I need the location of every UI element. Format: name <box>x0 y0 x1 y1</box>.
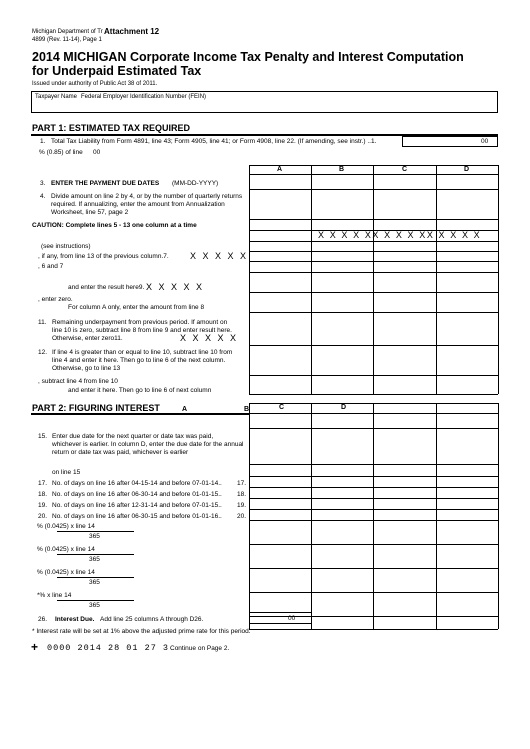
grid2-vline-1 <box>249 403 250 629</box>
line23-fraction-top: % (0.0425) x line 14 <box>37 569 95 576</box>
line26-value: 00 <box>288 615 296 622</box>
line13-label-b: and enter it here. Then go to line 6 of next column <box>68 387 212 394</box>
form-title-line2: for Underpaid Estimated Tax <box>32 64 202 78</box>
grid1-row-line <box>249 345 498 346</box>
grid1-row-line <box>249 219 498 220</box>
fein-field[interactable] <box>250 100 490 112</box>
grid2-vline-2 <box>311 403 312 629</box>
line2-label: % (0.85) of line <box>39 149 83 156</box>
line12-label: If line 4 is greater than or equal to line 10, subtract line 10 from line 4 and enter it here. Then go to line 6 of the next column. Otherwise, go to line 13 <box>52 349 233 372</box>
line19-label: No. of days on line 16 after 12-31-14 and before 07-01-15.. <box>52 502 222 509</box>
line20-number: 20. <box>38 513 48 520</box>
taxpayer-name-label: Taxpayer Name <box>35 94 78 100</box>
part2-rule <box>31 413 249 415</box>
grid1-vline-2 <box>311 165 312 394</box>
line24-fraction-top: *% x line 14 <box>37 592 72 599</box>
line1-label: Total Tax Liability from Form 4891, line 43; Form 4905, line 41; or Form 4908, line 22. (If amending, see instr.) ..1. <box>51 138 377 145</box>
col-c-header: C <box>402 166 408 173</box>
line20-label: No. of days on line 16 after 06-30-15 and before 01-01-16.. <box>52 513 222 520</box>
line23-fraction-bottom: 365 <box>89 579 100 586</box>
line19-ref: 19. <box>237 502 247 509</box>
line24-fraction-bar <box>57 600 134 601</box>
line19-number: 19. <box>38 502 48 509</box>
line24-fraction-bottom: 365 <box>89 602 100 609</box>
line18-label: No. of days on line 16 after 06-30-14 and before 01-01-15.. <box>52 491 222 498</box>
grid2-row-line <box>249 520 498 521</box>
line4-number: 4. <box>40 193 46 200</box>
line22-fraction-bar <box>57 554 134 555</box>
footnote: * Interest rate will be set at 1% above the adjusted prime rate for this period. <box>32 628 251 635</box>
grid1-row-line <box>249 292 498 293</box>
part2-heading: PART 2: FIGURING INTEREST <box>32 403 160 413</box>
grid2-row-line <box>249 498 498 499</box>
grid1-row-line <box>249 375 498 376</box>
grid1-vline-3 <box>373 165 374 394</box>
line12-number: 12. <box>38 349 48 356</box>
grid2-row-line <box>249 568 498 569</box>
line15-number: 15. <box>38 433 48 440</box>
taxpayer-name-field[interactable] <box>32 100 242 112</box>
fein-label: Federal Employer Identification Number (FEIN) <box>81 94 207 100</box>
col-d-header: D <box>464 166 470 173</box>
line3-hint: (MM-DD-YYYY) <box>172 180 219 187</box>
line9-x: X X X X X <box>146 282 205 292</box>
line21-fraction-top: % (0.0425) x line 14 <box>37 523 95 530</box>
line17-number: 17. <box>38 480 48 487</box>
grid1-row-line <box>249 261 498 262</box>
col-b-header: B <box>339 166 345 173</box>
grid1-vline-5 <box>498 165 499 394</box>
barcode-number: 0000 2014 28 01 27 3 <box>47 643 170 653</box>
revision-label: 4899 (Rev. 11-14), Page 1 <box>32 37 102 43</box>
part1-heading: PART 1: ESTIMATED TAX REQUIRED <box>32 123 191 133</box>
line15-label: Enter due date for the next quarter or date tax was paid, whichever is earlier. In column D, enter the due date for the annual return or date tax was paid, whichever is earlier <box>52 433 244 456</box>
grid1-row-line <box>249 241 498 242</box>
grid2-vline-3 <box>373 403 374 629</box>
grid2-row-line <box>249 428 498 429</box>
part2-col-a: A <box>182 406 188 413</box>
line11-number: 11. <box>38 319 47 326</box>
grid2-vline-5 <box>498 403 499 629</box>
form-title-line1: 2014 MICHIGAN Corporate Income Tax Penalty and Interest Computation <box>32 50 464 64</box>
authority-label: Issued under authority of Public Act 38 of 2011. <box>32 81 158 87</box>
grid2-vline-4 <box>436 403 437 629</box>
line22-fraction-top: % (0.0425) x line 14 <box>37 546 95 553</box>
grid2-bottom <box>249 629 498 630</box>
line22-fraction-bottom: 365 <box>89 556 100 563</box>
grid1-row-line <box>249 312 498 313</box>
grid1-row-line <box>249 272 498 273</box>
line10-label-b: For column A only, enter the amount from line 8 <box>68 304 205 311</box>
part2-col-d: D <box>341 404 347 411</box>
part2-col-b: B <box>244 406 250 413</box>
line1-value: 00 <box>481 138 489 145</box>
line21-fraction-bottom: 365 <box>89 533 100 540</box>
caution-label: CAUTION: Complete lines 5 - 13 one column at a time <box>32 222 197 229</box>
grid2-row-line <box>249 476 498 477</box>
line7-x: X X X X X <box>190 251 249 261</box>
line18-number: 18. <box>38 491 48 498</box>
line11-x: X X X X X <box>180 333 239 343</box>
plus-mark: + <box>31 640 39 654</box>
line17-label: No. of days on line 16 after 04-15-14 and before 07-01-14.. <box>52 480 222 487</box>
see-instructions: (see instructions) <box>41 243 91 250</box>
xx-row: X X X X XX X X X XX X X X X <box>318 230 482 240</box>
line18-ref: 18. <box>237 491 247 498</box>
grid1-row-line <box>249 251 498 252</box>
department-name: Michigan Department of Tr <box>32 29 103 35</box>
grid2-row-line <box>249 487 498 488</box>
line23-fraction-bar <box>57 577 134 578</box>
line9-label: and enter the result here9. <box>68 284 145 291</box>
grid2-row-line <box>249 509 498 510</box>
grid1-row-line <box>249 394 498 395</box>
line3-number: 3. <box>40 180 46 187</box>
line2-value: 00 <box>93 149 101 156</box>
line17-ref: 17. <box>237 480 247 487</box>
line11-label: Remaining underpayment from previous period. If amount on line 10 is zero, subtract line 8 from line 9 and enter result here. Otherwise, enter zero11. <box>52 319 232 342</box>
line7-label: , if any, from line 13 of the previous column.7. <box>38 253 169 260</box>
line26-title: Interest Due. <box>55 616 95 623</box>
line10-label-a: , enter zero. <box>38 296 73 303</box>
line16-label: on line 15 <box>52 469 81 476</box>
line20-ref: 20. <box>237 513 247 520</box>
grid1-row-line <box>249 189 498 190</box>
line26-number: 26. <box>38 616 48 623</box>
line26-field[interactable] <box>249 612 312 624</box>
part2-col-c: C <box>279 404 285 411</box>
grid1-vline-4 <box>436 165 437 394</box>
line13-label-a: , subtract line 4 from line 10 <box>38 378 118 385</box>
attachment-label: Attachment 12 <box>104 27 160 36</box>
line8-label: , 6 and 7 <box>38 263 64 270</box>
grid1-vline-1 <box>249 165 250 394</box>
grid2-row-line <box>249 464 498 465</box>
line4-label: Divide amount on line 2 by 4, or by the number of quarterly returns required. If annualizing, enter the amount from Annualization Worksheet, line 57, page 2 <box>51 193 243 216</box>
continue-label: Continue on Page 2. <box>170 645 230 652</box>
grid2-row-line <box>249 592 498 593</box>
line26-label: Add line 25 columns A through D26. <box>100 616 204 623</box>
col-a-header: A <box>277 166 283 173</box>
line1-number: 1. <box>40 138 46 145</box>
grid2-row-line <box>249 544 498 545</box>
line3-label: ENTER THE PAYMENT DUE DATES <box>51 180 160 187</box>
line21-fraction-bar <box>57 531 134 532</box>
